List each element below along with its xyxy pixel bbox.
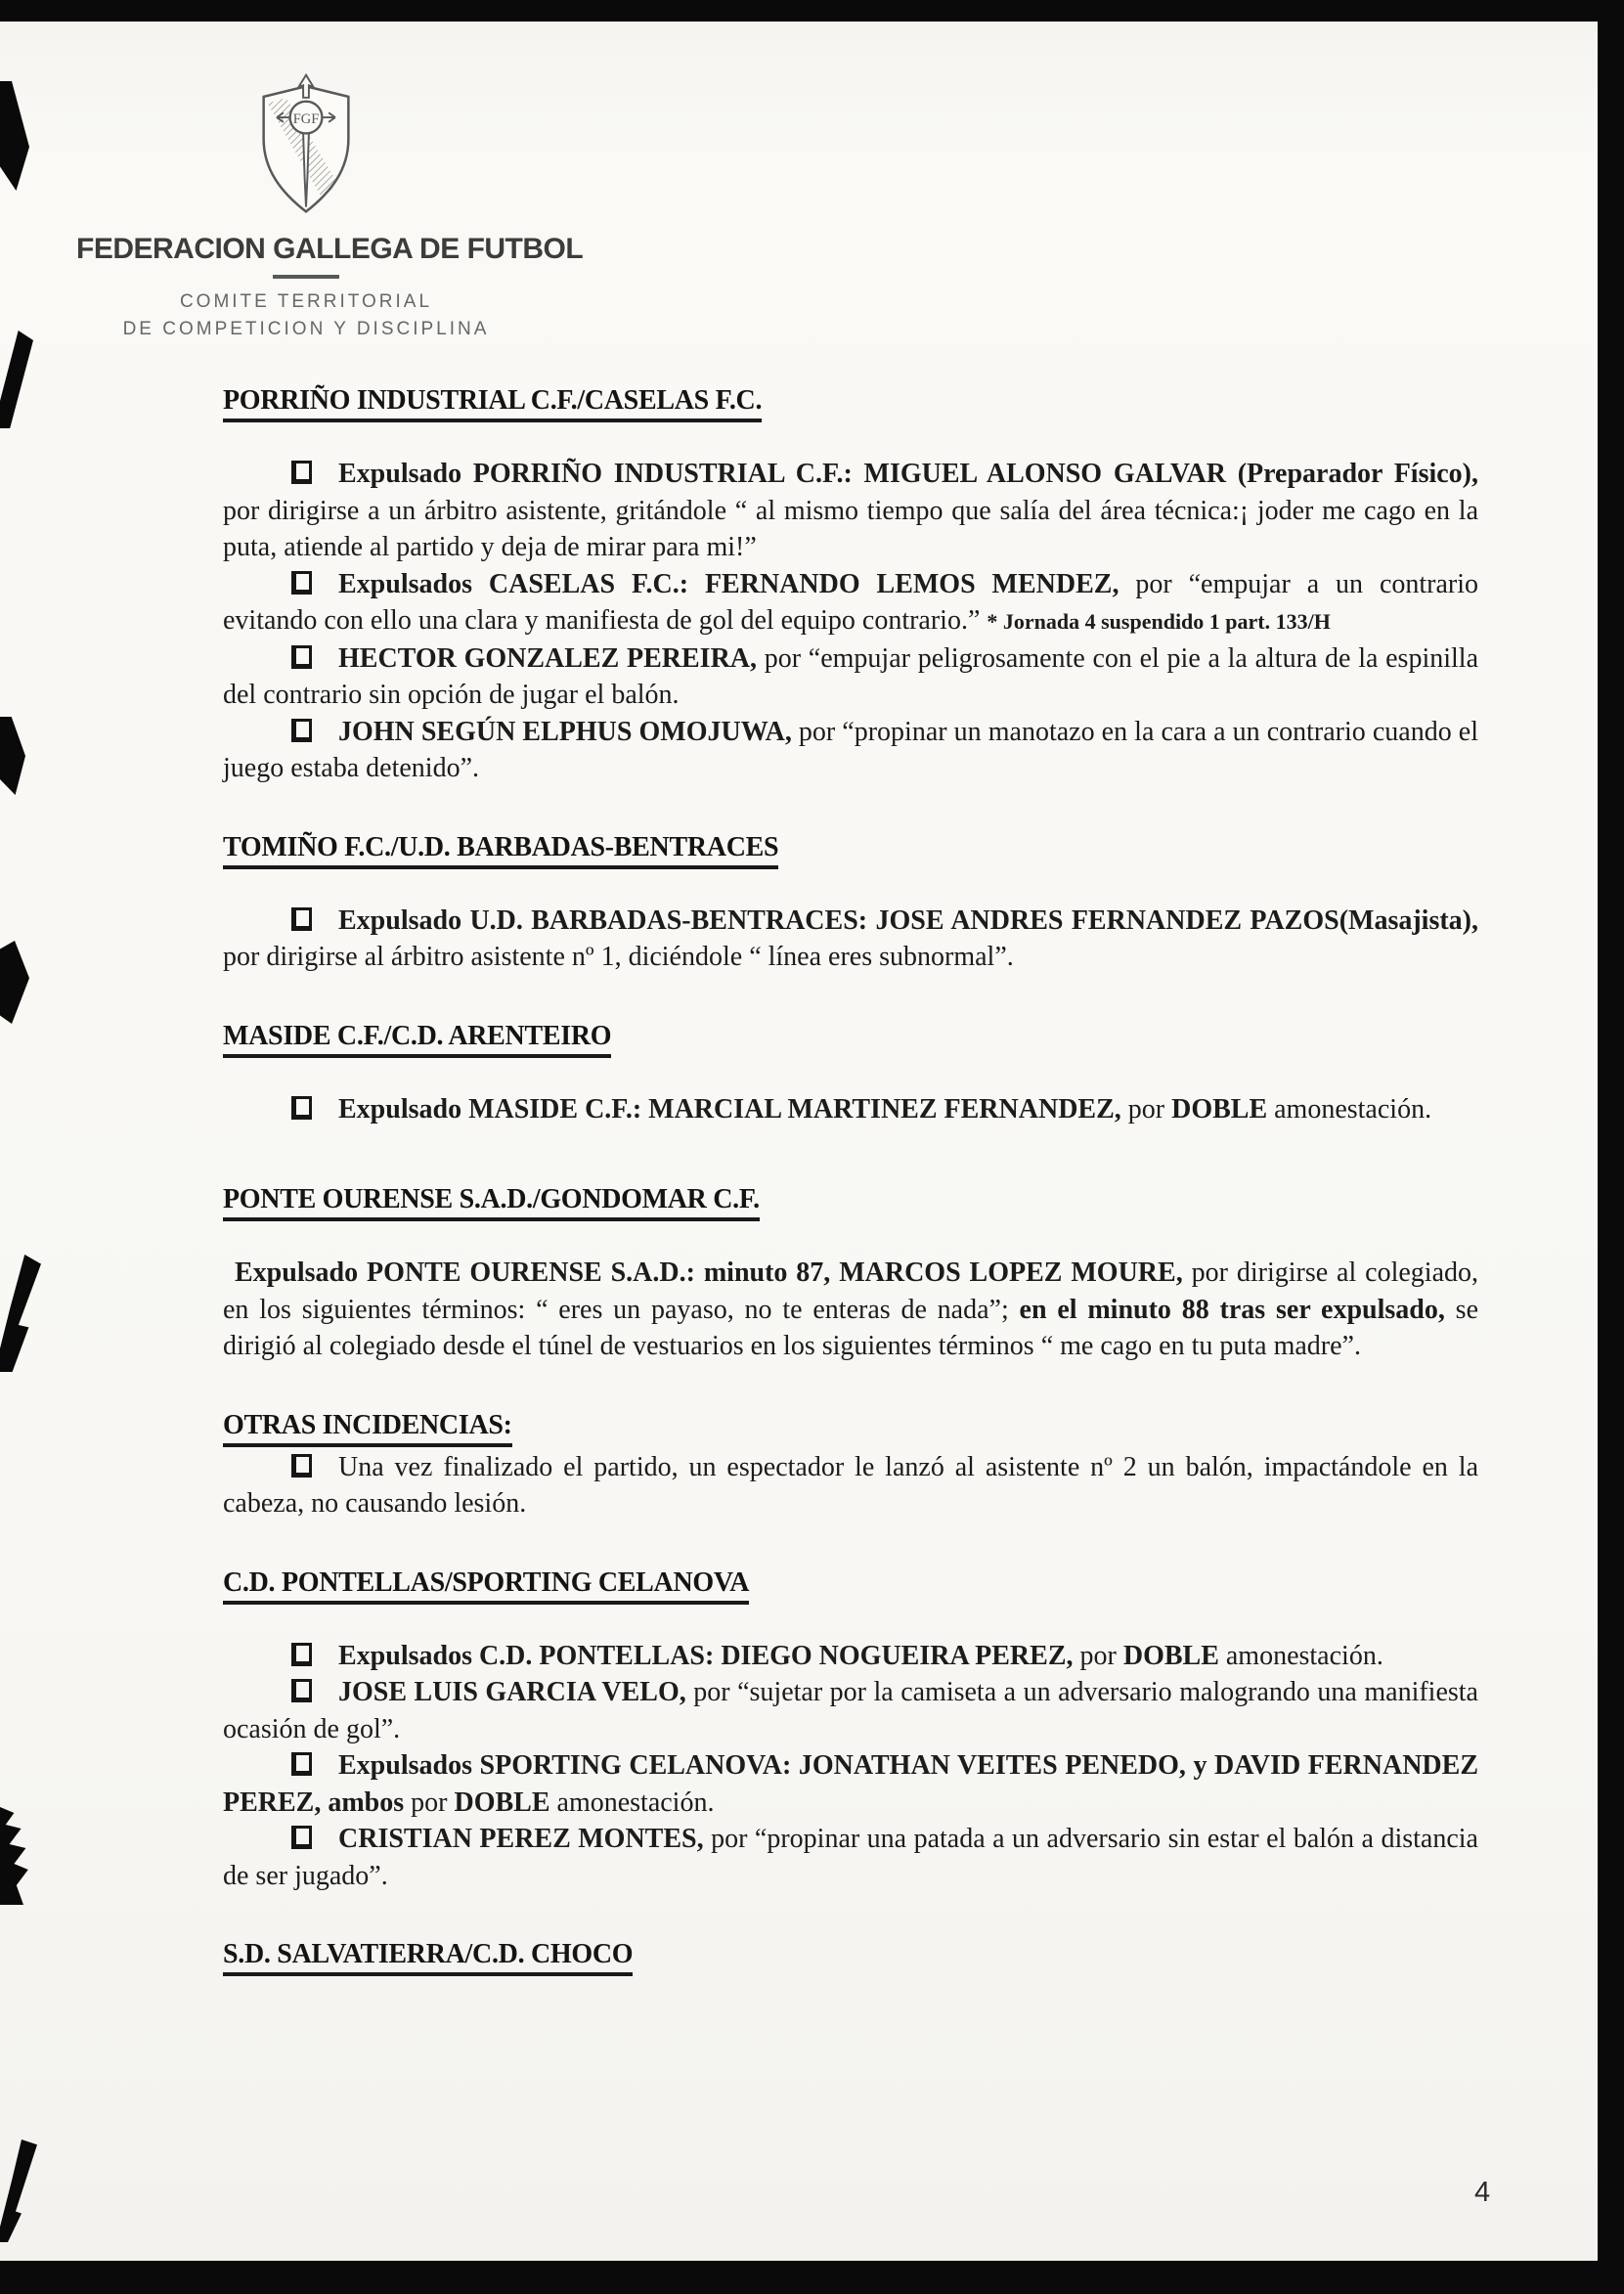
sanction-paragraph [223, 456, 1478, 566]
match-section [223, 385, 1478, 787]
sanction-paragraph [223, 1821, 1478, 1894]
checkbox-bullet-icon [291, 1454, 312, 1478]
sanction-paragraph [223, 714, 1478, 787]
sanction-paragraph [223, 1747, 1478, 1821]
section-heading: S.D. SALVATIERRA/C.D. CHOCO [223, 1939, 1478, 1976]
text-run: amonestación. [1225, 1640, 1383, 1671]
checkbox-bullet-icon [291, 1752, 312, 1776]
text-run: por “propinar una patada a un adversario sin estar el balón a distancia de ser jugado”. [223, 1824, 1478, 1891]
text-run: Expulsados CASELAS F.C.: FERNANDO LEMOS MENDEZ, [338, 568, 1136, 599]
text-run: DOBLE [454, 1787, 557, 1818]
checkbox-bullet-icon [291, 1096, 312, 1120]
text-run: por dirigirse a un árbitro asistente, gritándole “ al mismo tiempo que salía del área técnica:¡ joder me cago en la puta, atiende al partido y deja de mirar para mi!” [223, 495, 1478, 562]
text-run: por “empujar peligrosamente con el pie a la altura de la espinilla del contrario sin opción de jugar el balón. [223, 642, 1478, 710]
committee-line-2: DE COMPETICION Y DISCIPLINA [122, 319, 490, 339]
sanction-paragraph [223, 1091, 1478, 1128]
checkbox-bullet-icon [291, 719, 312, 742]
match-section [223, 1939, 1478, 1976]
organization-name: FEDERACION GALLEGA DE FUTBOL [76, 233, 584, 265]
checkbox-bullet-icon [291, 1826, 312, 1849]
text-run: DOBLE [1171, 1093, 1275, 1125]
sanction-paragraph [223, 1674, 1478, 1747]
text-run: amonestación. [556, 1787, 715, 1818]
section-heading: OTRAS INCIDENCIAS: [223, 1410, 1478, 1447]
match-section [223, 1410, 1478, 1522]
section-heading: PORRIÑO INDUSTRIAL C.F./CASELAS F.C. [223, 385, 1478, 422]
fgf-shield-crest-logo [254, 70, 358, 219]
text-run: Expulsados SPORTING CELANOVA: JONATHAN VEITES PENEDO, y DAVID FERNANDEZ PEREZ, ambos [223, 1750, 1478, 1818]
text-run: por [1079, 1640, 1123, 1671]
checkbox-bullet-icon [291, 1679, 312, 1702]
header-divider [273, 275, 339, 279]
text-run: por dirigirse al colegiado, en los siguientes términos: “ eres un payaso, no te enteras de nada”; [223, 1257, 1478, 1325]
sanction-paragraph [223, 1255, 1478, 1365]
section-heading: MASIDE C.F./C.D. ARENTEIRO [223, 1021, 1478, 1058]
checkbox-bullet-icon [291, 1643, 312, 1666]
text-run: Expulsado U.D. BARBADAS-BENTRACES: JOSE ANDRES FERNANDEZ PAZOS(Masajista), [338, 904, 1478, 936]
text-run: JOSE LUIS GARCIA VELO, [338, 1677, 694, 1707]
letterhead [76, 70, 584, 343]
text-run: por [411, 1787, 455, 1818]
text-run: Expulsado PONTE OURENSE S.A.D.: minuto 87, MARCOS LOPEZ MOURE, [235, 1257, 1192, 1288]
section-heading: PONTE OURENSE S.A.D./GONDOMAR C.F. [223, 1184, 1478, 1221]
match-section [223, 1567, 1478, 1895]
match-section [223, 1021, 1478, 1128]
text-run: por “sujetar por la camiseta a un adversario malogrando una manifiesta ocasión de gol”. [223, 1677, 1478, 1744]
text-run: Expulsados C.D. PONTELLAS: DIEGO NOGUEIRA PEREZ, [338, 1640, 1080, 1671]
match-section [223, 832, 1478, 976]
checkbox-bullet-icon [291, 461, 312, 484]
text-run: por “empujar a un contrario evitando con ello una clara y manifiesta de gol del equipo contrario.” [223, 568, 1479, 636]
page-number: 4 [1474, 2177, 1491, 2208]
sanction-paragraph [223, 566, 1478, 640]
text-run: por [1127, 1093, 1172, 1125]
text-run: CRISTIAN PEREZ MONTES, [338, 1824, 712, 1854]
section-heading: TOMIÑO F.C./U.D. BARBADAS-BENTRACES [223, 832, 1478, 869]
text-run: Expulsado MASIDE C.F.: MARCIAL MARTINEZ FERNANDEZ, [338, 1093, 1128, 1125]
text-run: Una vez finalizado el partido, un espectador le lanzó al asistente nº 2 un balón, impactándole en la cabeza, no causando lesión. [223, 1451, 1478, 1519]
text-run: en el minuto 88 tras ser expulsado, [1019, 1294, 1456, 1325]
committee-line-1: COMITE TERRITORIAL [179, 291, 433, 312]
text-run: DOBLE [1122, 1640, 1226, 1671]
match-section [223, 1184, 1478, 1365]
text-run: JOHN SEGÚN ELPHUS OMOJUWA, [338, 716, 799, 747]
section-heading: C.D. PONTELLAS/SPORTING CELANOVA [223, 1567, 1478, 1605]
text-run: por “propinar un manotazo en la cara a un contrario cuando el juego estaba detenido”. [223, 716, 1478, 783]
checkbox-bullet-icon [291, 571, 312, 595]
document-body [223, 385, 1478, 2009]
text-run: Expulsado PORRIÑO INDUSTRIAL C.F.: MIGUEL ALONSO GALVAR (Preparador Físico), [338, 459, 1478, 489]
text-run: * Jornada 4 suspendido 1 part. 133/H [987, 609, 1331, 634]
paper-sheet [0, 22, 1598, 2261]
crest-monogram: FGF [292, 110, 320, 127]
sanction-paragraph [223, 1449, 1478, 1522]
checkbox-bullet-icon [291, 907, 312, 931]
text-run: por dirigirse al árbitro asistente nº 1, diciéndole “ línea eres subnormal”. [223, 942, 1014, 972]
text-run: se dirigió al colegiado desde el túnel de vestuarios en los siguientes términos “ me cago en tu puta madre”. [223, 1294, 1478, 1361]
text-run: amonestación. [1274, 1093, 1432, 1125]
checkbox-bullet-icon [291, 645, 312, 669]
sanction-paragraph [223, 903, 1478, 976]
sanction-paragraph [223, 640, 1478, 714]
text-run: HECTOR GONZALEZ PEREIRA, [338, 642, 765, 674]
sanction-paragraph [223, 1638, 1478, 1675]
